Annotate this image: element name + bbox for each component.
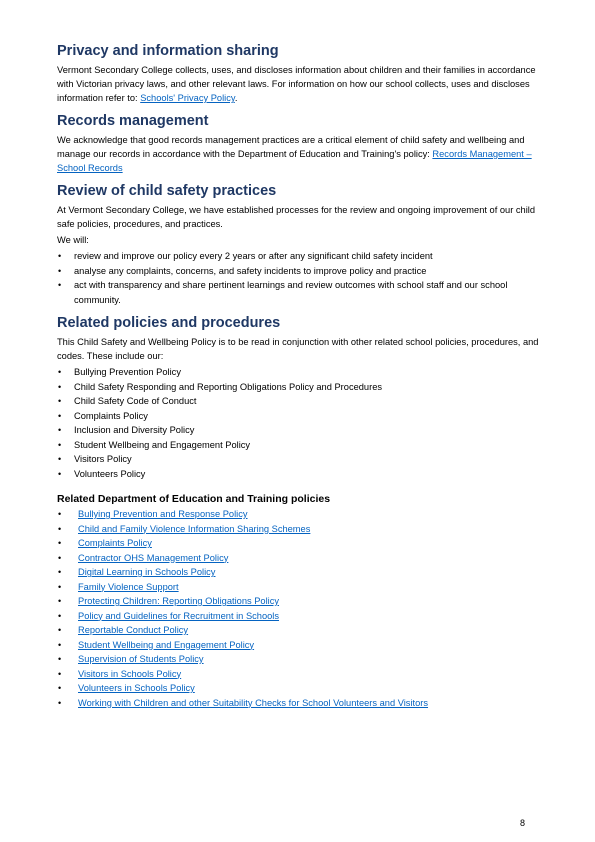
dept-policy-link[interactable]: Reportable Conduct Policy (78, 625, 189, 635)
dept-policy-link[interactable]: Contractor OHS Management Policy (78, 552, 229, 563)
dept-policy-item (57, 536, 539, 551)
page-number: 8 (520, 818, 526, 828)
dept-policy-link[interactable]: Working with Children and other Suitability Checks for School Volunteers and Visitors (78, 697, 429, 708)
review-list (57, 249, 539, 307)
dept-policy-link[interactable]: Policy and Guidelines for Recruitment in Schools (78, 610, 280, 621)
list-item: • Inclusion and Diversity Policy (57, 423, 539, 438)
privacy-after: . (234, 93, 238, 103)
review-section (57, 183, 539, 307)
privacy-policy-link[interactable]: Schools' Privacy Policy (140, 93, 235, 103)
dept-heading: Related Department of Education and Training policies (57, 493, 331, 505)
review-heading: Review of child safety practices (57, 183, 277, 199)
dept-policy-link[interactable]: Student Wellbeing and Engagement Policy (78, 639, 255, 650)
privacy-heading: Privacy and information sharing (57, 43, 279, 59)
list-item: • Visitors Policy (57, 452, 539, 467)
dept-policy-link[interactable]: Visitors in Schools Policy (78, 668, 182, 679)
dept-policy-item (57, 551, 539, 566)
dept-policy-item (57, 652, 539, 667)
list-item: • Student Wellbeing and Engagement Policy (57, 438, 539, 453)
dept-policy-item (57, 522, 539, 537)
dept-policy-link[interactable]: Protecting Children: Reporting Obligations Policy (78, 596, 280, 606)
page-content (57, 43, 539, 718)
dept-policy-item (57, 507, 539, 522)
records-text: We acknowledge that good records management practices are a critical element of child safety and wellbeing and manage our records in accordance with the Department of Education and Training's policy: (57, 135, 525, 159)
related-heading: Related policies and procedures (57, 315, 281, 331)
dept-policy-list (57, 507, 539, 710)
list-item: • Complaints Policy (57, 409, 539, 424)
dept-policy-item (57, 594, 539, 609)
dept-policy-item (57, 565, 539, 580)
dept-policy-link[interactable]: Complaints Policy (78, 538, 152, 548)
dept-policy-item (57, 696, 539, 711)
privacy-paragraph (57, 63, 539, 105)
list-item: • Child Safety Responding and Reporting Obligations Policy and Procedures (57, 380, 539, 395)
list-item: • Volunteers Policy (57, 467, 539, 482)
dept-policy-item (57, 580, 539, 595)
dept-policy-link[interactable]: Digital Learning in Schools Policy (78, 567, 216, 577)
dept-policy-item (57, 623, 539, 638)
review-text: At Vermont Secondary College, we have established processes for the review and ongoing improvement of our child safe policies, procedures, and practices. (57, 205, 536, 229)
related-section (57, 315, 539, 710)
list-item: • review and improve our policy every 2 years or after any significant child safety incident (57, 249, 539, 264)
related-list (57, 365, 539, 481)
dept-policy-item (57, 667, 539, 682)
review-we-will: We will: (57, 235, 89, 245)
dept-policy-item (57, 638, 539, 653)
privacy-section (57, 43, 539, 105)
privacy-text: Vermont Secondary College collects, uses, and discloses information about children and their families in accordance with Victorian privacy laws, and other relevant laws. For information on how our school collects, uses and discloses information refer to: (57, 65, 536, 103)
records-paragraph (57, 133, 539, 175)
dept-policy-link[interactable]: Family Violence Support (78, 581, 179, 592)
list-item: • act with transparency and share pertinent learnings and review outcomes with school staff and our school community. (57, 278, 539, 307)
dept-policy-link[interactable]: Bullying Prevention and Response Policy (78, 509, 248, 519)
records-heading: Records management (57, 113, 209, 129)
dept-policy-link[interactable]: Volunteers in Schools Policy (78, 683, 195, 693)
records-section (57, 113, 539, 175)
dept-policy-item (57, 609, 539, 624)
list-item: • analyse any complaints, concerns, and safety incidents to improve policy and practice (57, 264, 539, 279)
dept-policy-item (57, 681, 539, 696)
list-item: • Child Safety Code of Conduct (57, 394, 539, 409)
dept-policy-link[interactable]: Supervision of Students Policy (78, 654, 204, 664)
dept-policy-link[interactable]: Child and Family Violence Information Sharing Schemes (78, 523, 311, 534)
related-text: This Child Safety and Wellbeing Policy is to be read in conjunction with other related school policies, procedures, and codes. These include our: (57, 337, 539, 361)
records-management-link[interactable]: Records Management – School Records (57, 149, 532, 173)
list-item: • Bullying Prevention Policy (57, 365, 539, 380)
